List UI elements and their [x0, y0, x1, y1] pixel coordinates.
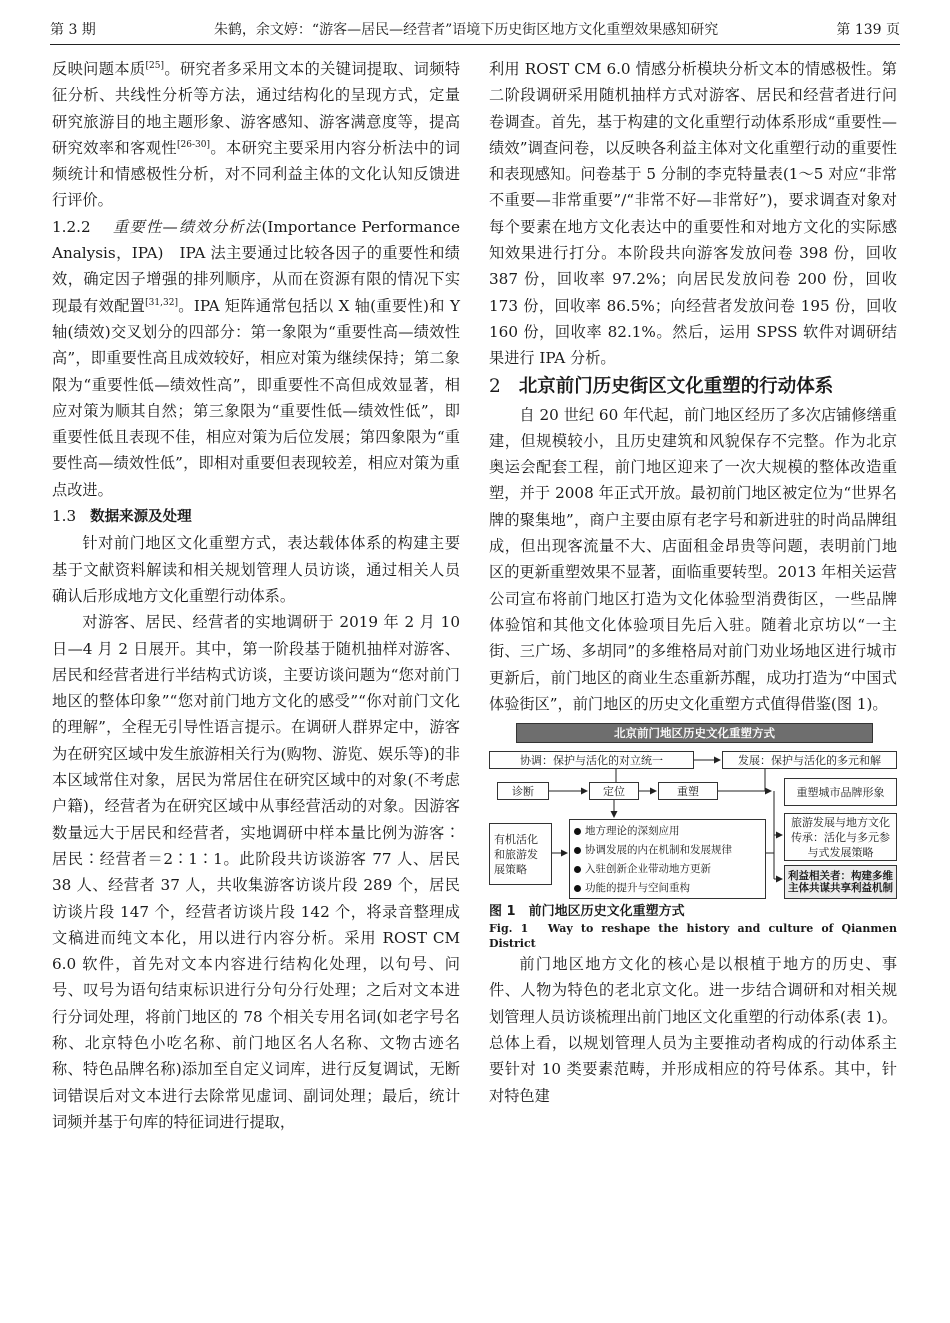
figure-title-box: 北京前门地区历史文化重塑方式	[516, 723, 873, 743]
section-title-en: (Importance Performance Analysis，IPA)	[52, 217, 460, 263]
stakeholder-box: 利益相关者：构建多维主体共谋共享利益机制	[784, 865, 897, 899]
section-title: 重要性—绩效分析法	[112, 217, 262, 236]
strategy-box: 有机活化和旅游发展策略	[489, 823, 552, 885]
coordination-box: 协调：保护与活化的对立统一	[489, 751, 694, 769]
running-title: 朱鹤，余文婷：“游客—居民—经营者”语境下历史街区地方文化重塑效果感知研究	[213, 22, 719, 38]
bullet-dot-icon	[574, 847, 581, 854]
section-2-heading: 2 北京前门历史街区文化重塑的行动体系	[489, 375, 834, 397]
section-1-2-2: 1.2.2 重要性—绩效分析法(Importance Performance Analysis，IPA) IPA 法主要通过比较各因子的重要性和绩效，确定因子增强的排列顺序，从而在资源有限的情况下实现最有效配置[31,32]。IPA 矩阵通常包括以 X 轴(重要性)和 Y 轴(绩效)交叉划分的四部分：第一象限为“重要性高—绩效性高”，即重要性高且成效较好，相应对策为继续保持；第二象限为“重要性低—绩效性高”，即重要性不高但成效显著，相应对策为顺其自然；第三象限为“重要性低—绩效性低”，即重要性低且表现不佳，相应对策为后位发展；第四象限为“重要性高—绩效性低”，即相对重要但表现较差，相应对策为重点改进。	[52, 217, 460, 499]
development-box: 发展：保护与活化的多元和解	[722, 751, 897, 769]
paragraph-content-analysis: 反映问题本质[25]。研究者多采用文本的关键词提取、词频特征分析、共线性分析等方法，通过结构化的呈现方式，定量研究旅游目的地主题形象、游客感知、游客满意度等，提高研究效率和客观性[26-30]。本研究主要采用内容分析法中的词频统计和情感极性分析，对不同利益主体的文化认知反馈进行评价。	[52, 60, 461, 210]
bullet-item: 协调发展的内在机制和发展规律	[574, 841, 761, 860]
tourism-culture-box: 旅游发展与地方文化传承：活化与多元参与式发展策略	[784, 813, 897, 861]
bullet-dot-icon	[574, 828, 581, 835]
right-column	[489, 56, 897, 1109]
strategy-bullet-list	[569, 819, 766, 899]
left-column	[52, 56, 460, 1135]
section-1-3-heading: 1.3 数据来源及处理	[52, 507, 192, 526]
bullet-item: 功能的提升与空间重构	[574, 879, 761, 898]
paragraph-expression-system: 针对前门地区文化重塑方式，表达载体体系的构建主要基于文献资料解读和相关规划管理人员访谈，通过相关人员确认后形成地方文化重塑行动体系。	[52, 534, 460, 605]
page-number: 第 139 页	[836, 22, 900, 38]
figure-caption-en: Fig. 1 Way to reshape the history and culture of Qianmen District	[489, 922, 898, 951]
bullet-dot-icon	[574, 866, 581, 873]
paragraph-questionnaire: 利用 ROST CM 6.0 情感分析模块分析文本的情感极性。第二阶段调研采用随机抽样方式对游客、居民和经营者进行问卷调查。首先，基于构建的文化重塑行动体系形成“重要性—绩效”调查问卷，以反映各利益主体对文化重塑行动的重要性和表现感知。问卷基于 5 分制的李克特量表(1～5 对应“非常不重要—非常重要”/“非常不好—非常好”)，要求调查对象对每个要素在地方文化表达中的重要性和对地方文化的实际感知效果进行打分。本阶段共向游客发放问卷 398 份，回收 387 份，回收率 97.2%；向居民发放问卷 200 份，回收 173 份，回收率 86.5%；向经营者发放问卷 195 份，回收 160 份，回收率 82.1%。然后，运用 SPSS 软件对调研结果进行 IPA 分析。	[489, 60, 897, 368]
diagnose-box: 诊断	[497, 782, 549, 800]
bullet-dot-icon	[574, 885, 581, 892]
paragraph-action-system: 前门地区地方文化的核心是以根植于地方的历史、事件、人物为特色的老北京文化。进一步结合调研和对相关规划管理人员访谈梳理出前门地区文化重塑的行动体系(表 1)。总体上看，以规划管理人员为主要推动者构成的行动体系主要针对 10 类要素范畴，并形成相应的符号体系。其中，针对特色建	[489, 955, 897, 1105]
figure-1-diagram	[489, 723, 897, 899]
bullet-item: 地方理论的深刻应用	[574, 822, 761, 841]
header-rule	[50, 44, 900, 45]
bullet-item: 入驻创新企业带动地方更新	[574, 860, 761, 879]
position-box: 定位	[589, 782, 639, 800]
issue-number: 第 3 期	[50, 22, 96, 38]
reshape-box: 重塑	[658, 782, 718, 800]
paragraph-qianmen-history: 自 20 世纪 60 年代起，前门地区经历了多次店铺修缮重建，但规模较小，且历史建筑和风貌保存不完整。作为北京奥运会配套工程，前门地区迎来了一次大规模的整体改造重塑，并于 2008 年正式开放。最初前门地区被定位为“世界名牌的聚集地”，商户主要由原有老字号和新进驻的时尚品牌组成，但出现客流量不大、店面租金昂贵等问题，表明前门地区的更新重塑效果不显著，面临重要转型。2013 年相关运营公司宣布将前门地区打造为文化体验型消费街区，一些品牌体验馆和其他文化体验项目先后入驻。随着北京坊以“一主街、三广场、多胡同”的多维格局对前门劝业场地区进行城市更新后，前门地区的商业生态重新苏醒，成功打造为“中国式体验街区”，前门地区的历史文化重塑方式值得借鉴(图 1)。	[489, 405, 897, 713]
running-header	[50, 14, 900, 44]
paragraph-field-survey: 对游客、居民、经营者的实地调研于 2019 年 2 月 10 日—4 月 2 日展开。其中，第一阶段基于随机抽样对游客、居民和经营者进行半结构式访谈，主要访谈问题为“您对前门地区的整体印象”“您对前门地方文化的感受”“你对前门文化的理解”，全程无引导性语言提示。在调研人群界定中，游客为在研究区域中发生旅游相关行为(购物、游览、娱乐等)的非本区域常住对象，居民为常居住在研究区域中的对象(不考虑户籍)，经营者为在研究区域中从事经营活动的对象。因游客数量远大于居民和经营者，实地调研中样本量比例为游客∶居民∶经营者＝2∶1∶1。此阶段共访谈游客 77 人、居民 38 人、经营者 37 人，共收集游客访谈片段 289 个，居民访谈片段 147 个，经营者访谈片段 142 个，将录音整理成文稿进而纯文本化，用以进行内容分析。采用 ROST CM 6.0 软件，首先对文本内容进行结构化处理，以句号、问号、叹号为语句结束标识进行分句分行处理；之后对文本进行分词处理，将前门地区的 78 个相关专用名词(如老字号名称、北京特色小吃名称、前门地区名人名称、文物古迹名称、特色品牌名称)添加至自定义词库，进行反复调试，无断词错误后对文本进行去除常见虚词、副词处理；最后，统计词频并基于句库的特征词进行提取，	[52, 613, 460, 1131]
figure-caption-cn: 图 1 前门地区历史文化重塑方式	[489, 904, 685, 920]
city-brand-box: 重塑城市品牌形象	[784, 778, 897, 806]
section-number: 1.2.2	[52, 217, 91, 236]
